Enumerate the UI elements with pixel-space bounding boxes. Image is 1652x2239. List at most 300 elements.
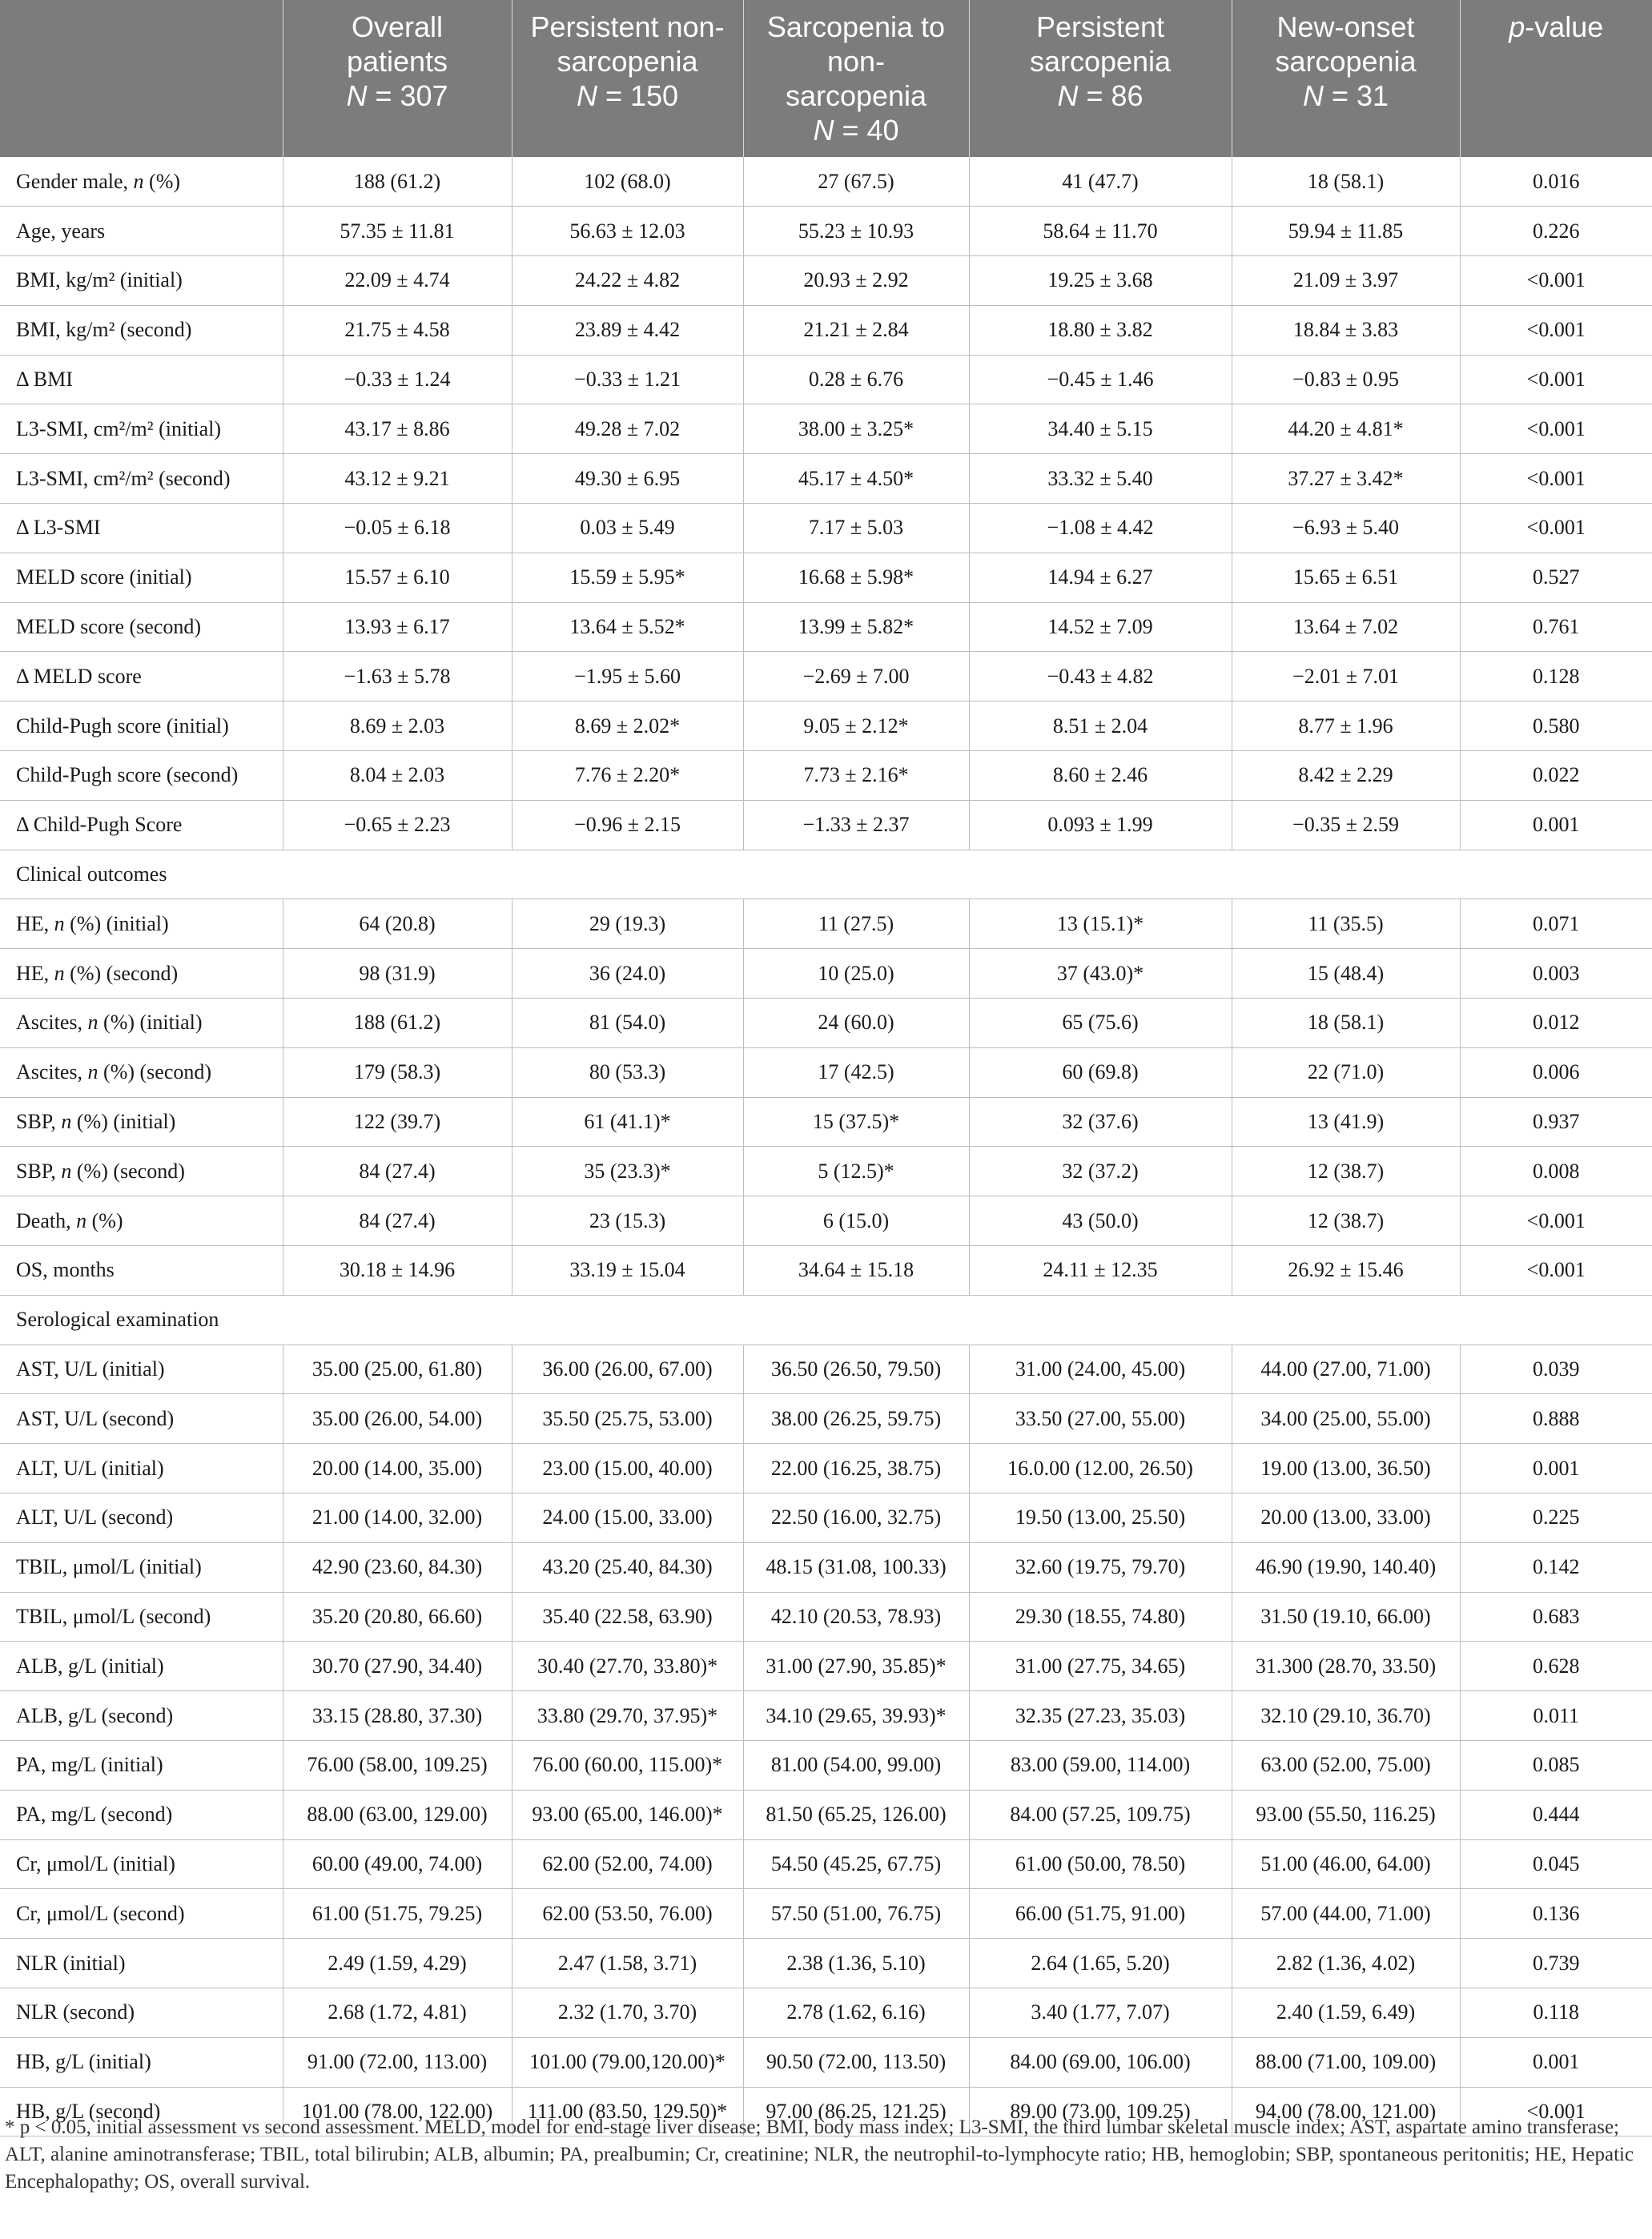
table-row [0, 1147, 1652, 1196]
value-cell: 18 (58.1) [1232, 157, 1460, 207]
table-row [0, 305, 1652, 355]
value-cell: 20.00 (14.00, 35.00) [283, 1444, 512, 1493]
n-symbol: N [576, 79, 597, 112]
value-cell: 101.00 (78.00, 122.00) [283, 2087, 512, 2136]
n-symbol: N [346, 79, 368, 112]
value-cell: 32.60 (19.75, 79.70) [969, 1542, 1232, 1592]
value-cell: 62.00 (52.00, 74.00) [512, 1839, 743, 1889]
value-cell: 49.28 ± 7.02 [512, 404, 743, 454]
value-cell: 22 (71.0) [1232, 1047, 1460, 1097]
value-cell: 19.00 (13.00, 36.50) [1232, 1444, 1460, 1493]
p-value-cell: 0.683 [1460, 1592, 1652, 1642]
p-value-cell: 0.008 [1460, 1147, 1652, 1196]
value-cell: 9.05 ± 2.12* [743, 701, 969, 751]
value-cell: 55.23 ± 10.93 [743, 207, 969, 256]
value-cell: 98 (31.9) [283, 949, 512, 999]
value-cell: 56.63 ± 12.03 [512, 207, 743, 256]
value-cell: 188 (61.2) [283, 157, 512, 207]
value-cell: 84.00 (69.00, 106.00) [969, 2037, 1232, 2087]
value-cell: 8.69 ± 2.03 [283, 701, 512, 751]
row-label: PA, mg/L (initial) [0, 1741, 283, 1791]
p-value-cell: 0.001 [1460, 2037, 1652, 2087]
value-cell: 19.50 (13.00, 25.50) [969, 1493, 1232, 1543]
value-cell: 43.17 ± 8.86 [283, 404, 512, 454]
header-n-line [1237, 78, 1455, 113]
value-cell: 8.60 ± 2.46 [969, 751, 1232, 801]
value-cell: 15.65 ± 6.51 [1232, 553, 1460, 602]
table-row [0, 1246, 1652, 1296]
value-cell: 31.00 (27.90, 35.85)* [743, 1642, 969, 1691]
p-symbol: p [1509, 10, 1525, 43]
value-cell: −0.45 ± 1.46 [969, 355, 1232, 404]
value-cell: −1.08 ± 4.42 [969, 504, 1232, 553]
value-cell: 84 (27.4) [283, 1147, 512, 1196]
value-cell: 22.50 (16.00, 32.75) [743, 1493, 969, 1543]
row-label: Δ BMI [0, 355, 283, 404]
p-value-cell: <0.001 [1460, 355, 1652, 404]
row-label: AST, U/L (initial) [0, 1345, 283, 1394]
p-value-cell: 0.527 [1460, 553, 1652, 602]
table-row [0, 1345, 1652, 1394]
value-cell: 31.00 (24.00, 45.00) [969, 1345, 1232, 1394]
row-label: SBP, n (%) (second) [0, 1147, 283, 1196]
header-line: patients [346, 45, 448, 78]
p-value-cell: 0.142 [1460, 1542, 1652, 1592]
row-label: ALT, U/L (initial) [0, 1444, 283, 1493]
section-heading: Serological examination [0, 1295, 1652, 1345]
row-label: Δ Child-Pugh Score [0, 800, 283, 850]
header-row [0, 0, 1652, 157]
row-label: TBIL, μmol/L (second) [0, 1592, 283, 1642]
table-row [0, 1493, 1652, 1543]
value-cell: 33.80 (29.70, 37.95)* [512, 1691, 743, 1741]
value-cell: 13 (15.1)* [969, 899, 1232, 949]
header-new-onset-sarcopenia [1232, 0, 1460, 157]
row-label: MELD score (second) [0, 602, 283, 652]
row-label: Ascites, n (%) (initial) [0, 999, 283, 1048]
value-cell: 14.94 ± 6.27 [969, 553, 1232, 602]
p-value-cell: <0.001 [1460, 305, 1652, 355]
value-cell: 80 (53.3) [512, 1047, 743, 1097]
row-label: Cr, μmol/L (second) [0, 1889, 283, 1939]
table-row [0, 602, 1652, 652]
table-row [0, 404, 1652, 454]
header-n-line [749, 113, 964, 147]
value-cell: 19.25 ± 3.68 [969, 256, 1232, 306]
value-cell: 32 (37.2) [969, 1147, 1232, 1196]
value-cell: 30.18 ± 14.96 [283, 1246, 512, 1296]
p-value-cell: 0.628 [1460, 1642, 1652, 1691]
row-label: ALB, g/L (second) [0, 1691, 283, 1741]
value-cell: 62.00 (53.50, 76.00) [512, 1889, 743, 1939]
value-cell: 88.00 (71.00, 109.00) [1232, 2037, 1460, 2087]
table-row [0, 800, 1652, 850]
table-row [0, 1939, 1652, 1988]
row-label: TBIL, μmol/L (initial) [0, 1542, 283, 1592]
value-cell: 8.51 ± 2.04 [969, 701, 1232, 751]
value-cell: −1.63 ± 5.78 [283, 652, 512, 701]
value-cell: −1.95 ± 5.60 [512, 652, 743, 701]
value-cell: 8.69 ± 2.02* [512, 701, 743, 751]
value-cell: −0.83 ± 0.95 [1232, 355, 1460, 404]
table-row [0, 1790, 1652, 1839]
p-value-cell: 0.225 [1460, 1493, 1652, 1543]
value-cell: −0.05 ± 6.18 [283, 504, 512, 553]
value-cell: 2.32 (1.70, 3.70) [512, 1988, 743, 2037]
value-cell: 84 (27.4) [283, 1196, 512, 1246]
table-footnote [5, 2114, 1646, 2196]
header-line: sarcopenia [557, 45, 698, 78]
value-cell: 81.50 (65.25, 126.00) [743, 1790, 969, 1839]
header-line: sarcopenia [1275, 45, 1417, 78]
p-value-cell: 0.226 [1460, 207, 1652, 256]
value-cell: 38.00 (26.25, 59.75) [743, 1394, 969, 1444]
table-row [0, 751, 1652, 801]
row-label: Death, n (%) [0, 1196, 283, 1246]
value-cell: 34.00 (25.00, 55.00) [1232, 1394, 1460, 1444]
value-cell: 179 (58.3) [283, 1047, 512, 1097]
value-cell: 18.84 ± 3.83 [1232, 305, 1460, 355]
table-row [0, 454, 1652, 504]
p-value-cell: 0.580 [1460, 701, 1652, 751]
value-cell: 16.68 ± 5.98* [743, 553, 969, 602]
table-row [0, 1097, 1652, 1147]
value-cell: 32.35 (27.23, 35.03) [969, 1691, 1232, 1741]
value-cell: 42.10 (20.53, 78.93) [743, 1592, 969, 1642]
p-value-cell: 0.011 [1460, 1691, 1652, 1741]
row-label: Ascites, n (%) (second) [0, 1047, 283, 1097]
value-cell: 16.0.00 (12.00, 26.50) [969, 1444, 1232, 1493]
value-cell: 188 (61.2) [283, 999, 512, 1048]
value-cell: 13.99 ± 5.82* [743, 602, 969, 652]
value-cell: 18 (58.1) [1232, 999, 1460, 1048]
header-n-line [517, 78, 738, 113]
value-cell: 36.00 (26.00, 67.00) [512, 1345, 743, 1394]
value-cell: 34.64 ± 15.18 [743, 1246, 969, 1296]
p-value-cell: <0.001 [1460, 504, 1652, 553]
table-row [0, 1047, 1652, 1097]
table-row [0, 1889, 1652, 1939]
table-row [0, 701, 1652, 751]
p-value-cell: <0.001 [1460, 404, 1652, 454]
value-cell: 90.50 (72.00, 113.50) [743, 2037, 969, 2087]
value-cell: 17 (42.5) [743, 1047, 969, 1097]
value-cell: −6.93 ± 5.40 [1232, 504, 1460, 553]
header-line: Persistent [1035, 10, 1165, 43]
value-cell: 29 (19.3) [512, 899, 743, 949]
value-cell: 41 (47.7) [969, 157, 1232, 207]
value-cell: 60 (69.8) [969, 1047, 1232, 1097]
value-cell: 8.04 ± 2.03 [283, 751, 512, 801]
value-cell: 58.64 ± 11.70 [969, 207, 1232, 256]
value-cell: 15.59 ± 5.95* [512, 553, 743, 602]
value-cell: 88.00 (63.00, 129.00) [283, 1790, 512, 1839]
footnote-text: * p < 0.05, initial assessment vs second assessment. MELD, model for end-stage liver disease; BMI, body mass index; L3-SMI, the third lumbar skeletal muscle index; AST, aspartate amino transferase; ALT, alanine aminotransferase; TBIL, total bilirubin; ALB, albumin; PA, prealbumin; Cr, creatinine; NLR, the neutrophil-to-lymphocyte ratio; HB, hemoglobin; SBP, spontaneous peritonitis; HE, Hepatic Encephalopathy; OS, overall survival. [5, 2116, 1634, 2193]
value-cell: 42.90 (23.60, 84.30) [283, 1542, 512, 1592]
row-label: HE, n (%) (initial) [0, 899, 283, 949]
row-label: OS, months [0, 1246, 283, 1296]
table-row [0, 1988, 1652, 2037]
value-cell: 20.93 ± 2.92 [743, 256, 969, 306]
p-value-cell: <0.001 [1460, 454, 1652, 504]
value-cell: 26.92 ± 15.46 [1232, 1246, 1460, 1296]
value-cell: 111.00 (83.50, 129.50)* [512, 2087, 743, 2136]
row-label: L3-SMI, cm²/m² (second) [0, 454, 283, 504]
value-cell: 24.22 ± 4.82 [512, 256, 743, 306]
header-sarcopenia-to-non-sarcopenia [743, 0, 969, 157]
value-cell: 35.00 (25.00, 61.80) [283, 1345, 512, 1394]
value-cell: 93.00 (65.00, 146.00)* [512, 1790, 743, 1839]
table-header [0, 0, 1652, 157]
value-cell: 0.03 ± 5.49 [512, 504, 743, 553]
value-cell: 43.12 ± 9.21 [283, 454, 512, 504]
row-label: Δ L3-SMI [0, 504, 283, 553]
row-label: NLR (second) [0, 1988, 283, 2037]
value-cell: −0.35 ± 2.59 [1232, 800, 1460, 850]
value-cell: 2.49 (1.59, 4.29) [283, 1939, 512, 1988]
table-row [0, 999, 1652, 1048]
table-row [0, 355, 1652, 404]
value-cell: 0.093 ± 1.99 [969, 800, 1232, 850]
value-cell: 57.00 (44.00, 71.00) [1232, 1889, 1460, 1939]
row-label: Δ MELD score [0, 652, 283, 701]
value-cell: −0.96 ± 2.15 [512, 800, 743, 850]
table-row [0, 1542, 1652, 1592]
table-row [0, 256, 1652, 306]
value-cell: 31.50 (19.10, 66.00) [1232, 1592, 1460, 1642]
value-cell: 30.40 (27.70, 33.80)* [512, 1642, 743, 1691]
header-line: sarcopenia [1029, 45, 1172, 78]
p-value-cell: 0.761 [1460, 602, 1652, 652]
value-cell: 101.00 (79.00,120.00)* [512, 2037, 743, 2087]
value-cell: 122 (39.7) [283, 1097, 512, 1147]
row-label: ALT, U/L (second) [0, 1493, 283, 1543]
value-cell: 7.76 ± 2.20* [512, 751, 743, 801]
value-cell: 7.17 ± 5.03 [743, 504, 969, 553]
table-row [0, 1444, 1652, 1493]
row-label: HE, n (%) (second) [0, 949, 283, 999]
value-cell: 102 (68.0) [512, 157, 743, 207]
row-label: NLR (initial) [0, 1939, 283, 1988]
value-cell: 21.00 (14.00, 32.00) [283, 1493, 512, 1543]
value-cell: 2.82 (1.36, 4.02) [1232, 1939, 1460, 1988]
header-line: Persistent non- [530, 10, 725, 43]
value-cell: 35 (23.3)* [512, 1147, 743, 1196]
header-line: Sarcopenia to [766, 10, 946, 43]
value-cell: 63.00 (52.00, 75.00) [1232, 1741, 1460, 1791]
table-row [0, 157, 1652, 207]
value-cell: 2.47 (1.58, 3.71) [512, 1939, 743, 1988]
value-cell: 31.300 (28.70, 33.50) [1232, 1642, 1460, 1691]
p-value-cell: <0.001 [1460, 256, 1652, 306]
value-cell: 81 (54.0) [512, 999, 743, 1048]
value-cell: 33.32 ± 5.40 [969, 454, 1232, 504]
value-cell: 29.30 (18.55, 74.80) [969, 1592, 1232, 1642]
value-cell: 10 (25.0) [743, 949, 969, 999]
p-value-cell: 0.022 [1460, 751, 1652, 801]
value-cell: 13.64 ± 5.52* [512, 602, 743, 652]
value-cell: 97.00 (86.25, 121.25) [743, 2087, 969, 2136]
value-cell: 2.68 (1.72, 4.81) [283, 1988, 512, 2037]
value-cell: 3.40 (1.77, 7.07) [969, 1988, 1232, 2037]
value-cell: −0.43 ± 4.82 [969, 652, 1232, 701]
table-row [0, 207, 1652, 256]
p-value-cell: 0.739 [1460, 1939, 1652, 1988]
row-label: L3-SMI, cm²/m² (initial) [0, 404, 283, 454]
value-cell: 36.50 (26.50, 79.50) [743, 1345, 969, 1394]
value-cell: 45.17 ± 4.50* [743, 454, 969, 504]
value-cell: 61.00 (51.75, 79.25) [283, 1889, 512, 1939]
p-value-cell: 0.016 [1460, 157, 1652, 207]
header-n-line [975, 78, 1227, 113]
n-value: = 31 [1323, 79, 1389, 112]
value-cell: 8.42 ± 2.29 [1232, 751, 1460, 801]
row-label: MELD score (initial) [0, 553, 283, 602]
row-label: ALB, g/L (initial) [0, 1642, 283, 1691]
value-cell: 20.00 (13.00, 33.00) [1232, 1493, 1460, 1543]
value-cell: 13 (41.9) [1232, 1097, 1460, 1147]
table-row [0, 1592, 1652, 1642]
value-cell: 6 (15.0) [743, 1196, 969, 1246]
value-cell: 83.00 (59.00, 114.00) [969, 1741, 1232, 1791]
n-symbol: N [1302, 79, 1324, 112]
value-cell: 76.00 (58.00, 109.25) [283, 1741, 512, 1791]
value-cell: 24 (60.0) [743, 999, 969, 1048]
p-value-suffix: -value [1525, 10, 1604, 43]
value-cell: 24.00 (15.00, 33.00) [512, 1493, 743, 1543]
value-cell: 34.10 (29.65, 39.93)* [743, 1691, 969, 1741]
value-cell: 0.28 ± 6.76 [743, 355, 969, 404]
header-line: sarcopenia [785, 79, 927, 112]
value-cell: 31.00 (27.75, 34.65) [969, 1642, 1232, 1691]
row-label: Cr, μmol/L (initial) [0, 1839, 283, 1889]
row-label: Gender male, n (%) [0, 157, 283, 207]
value-cell: 21.09 ± 3.97 [1232, 256, 1460, 306]
value-cell: 43.20 (25.40, 84.30) [512, 1542, 743, 1592]
header-line: non- [826, 45, 886, 78]
n-symbol: N [1057, 79, 1079, 112]
header-line: Overall [351, 10, 444, 43]
table-row [0, 553, 1652, 602]
header-overall-patients [283, 0, 512, 157]
table-row [0, 1642, 1652, 1691]
value-cell: 81.00 (54.00, 99.00) [743, 1741, 969, 1791]
value-cell: 13.93 ± 6.17 [283, 602, 512, 652]
n-value: = 86 [1078, 79, 1144, 112]
p-value-cell: 0.128 [1460, 652, 1652, 701]
row-label: BMI, kg/m² (second) [0, 305, 283, 355]
row-label: Child-Pugh score (second) [0, 751, 283, 801]
p-value-cell: 0.039 [1460, 1345, 1652, 1394]
value-cell: −2.01 ± 7.01 [1232, 652, 1460, 701]
value-cell: 44.00 (27.00, 71.00) [1232, 1345, 1460, 1394]
header-p-value [1460, 0, 1652, 157]
value-cell: 13.64 ± 7.02 [1232, 602, 1460, 652]
p-value-cell: 0.071 [1460, 899, 1652, 949]
value-cell: 22.09 ± 4.74 [283, 256, 512, 306]
header-persistent-sarcopenia [969, 0, 1232, 157]
value-cell: 23 (15.3) [512, 1196, 743, 1246]
value-cell: 11 (35.5) [1232, 899, 1460, 949]
p-value-cell: 0.136 [1460, 1889, 1652, 1939]
value-cell: −0.33 ± 1.21 [512, 355, 743, 404]
value-cell: 49.30 ± 6.95 [512, 454, 743, 504]
table-row [0, 652, 1652, 701]
value-cell: 76.00 (60.00, 115.00)* [512, 1741, 743, 1791]
value-cell: 15 (37.5)* [743, 1097, 969, 1147]
value-cell: 35.50 (25.75, 53.00) [512, 1394, 743, 1444]
value-cell: 34.40 ± 5.15 [969, 404, 1232, 454]
table-body [0, 157, 1652, 2136]
section-heading: Clinical outcomes [0, 850, 1652, 899]
header-persistent-non-sarcopenia [512, 0, 743, 157]
value-cell: 36 (24.0) [512, 949, 743, 999]
value-cell: 33.19 ± 15.04 [512, 1246, 743, 1296]
value-cell: 33.15 (28.80, 37.30) [283, 1691, 512, 1741]
value-cell: 21.75 ± 4.58 [283, 305, 512, 355]
header-line: New-onset [1276, 10, 1415, 43]
value-cell: 2.78 (1.62, 6.16) [743, 1988, 969, 2037]
p-value-cell: 0.937 [1460, 1097, 1652, 1147]
value-cell: 2.40 (1.59, 6.49) [1232, 1988, 1460, 2037]
value-cell: −1.33 ± 2.37 [743, 800, 969, 850]
table-row [0, 2037, 1652, 2087]
value-cell: 2.38 (1.36, 5.10) [743, 1939, 969, 1988]
value-cell: 33.50 (27.00, 55.00) [969, 1394, 1232, 1444]
p-value-cell: 0.001 [1460, 800, 1652, 850]
table-row [0, 949, 1652, 999]
value-cell: 21.21 ± 2.84 [743, 305, 969, 355]
header-n-line [288, 78, 507, 113]
value-cell: 30.70 (27.90, 34.40) [283, 1642, 512, 1691]
value-cell: 23.00 (15.00, 40.00) [512, 1444, 743, 1493]
row-label: AST, U/L (second) [0, 1394, 283, 1444]
row-label: Child-Pugh score (initial) [0, 701, 283, 751]
section-row [0, 1295, 1652, 1345]
value-cell: 37.27 ± 3.42* [1232, 454, 1460, 504]
value-cell: 11 (27.5) [743, 899, 969, 949]
row-label: PA, mg/L (second) [0, 1790, 283, 1839]
value-cell: 91.00 (72.00, 113.00) [283, 2037, 512, 2087]
table-row [0, 1741, 1652, 1791]
table-row [0, 1196, 1652, 1246]
p-value-cell: 0.888 [1460, 1394, 1652, 1444]
value-cell: 59.94 ± 11.85 [1232, 207, 1460, 256]
p-value-cell: 0.012 [1460, 999, 1652, 1048]
value-cell: −2.69 ± 7.00 [743, 652, 969, 701]
value-cell: 7.73 ± 2.16* [743, 751, 969, 801]
p-value-cell: <0.001 [1460, 2087, 1652, 2136]
value-cell: 37 (43.0)* [969, 949, 1232, 999]
value-cell: 27 (67.5) [743, 157, 969, 207]
value-cell: 94.00 (78.00, 121.00) [1232, 2087, 1460, 2136]
value-cell: 2.64 (1.65, 5.20) [969, 1939, 1232, 1988]
value-cell: 61 (41.1)* [512, 1097, 743, 1147]
p-value-cell: 0.003 [1460, 949, 1652, 999]
value-cell: 32 (37.6) [969, 1097, 1232, 1147]
p-value-cell: <0.001 [1460, 1196, 1652, 1246]
row-label: SBP, n (%) (initial) [0, 1097, 283, 1147]
p-value-cell: 0.045 [1460, 1839, 1652, 1889]
table-row [0, 1839, 1652, 1889]
p-value-cell: 0.085 [1460, 1741, 1652, 1791]
value-cell: 5 (12.5)* [743, 1147, 969, 1196]
value-cell: 65 (75.6) [969, 999, 1232, 1048]
row-label: BMI, kg/m² (initial) [0, 256, 283, 306]
p-value-cell: 0.444 [1460, 1790, 1652, 1839]
value-cell: 35.20 (20.80, 66.60) [283, 1592, 512, 1642]
value-cell: 23.89 ± 4.42 [512, 305, 743, 355]
